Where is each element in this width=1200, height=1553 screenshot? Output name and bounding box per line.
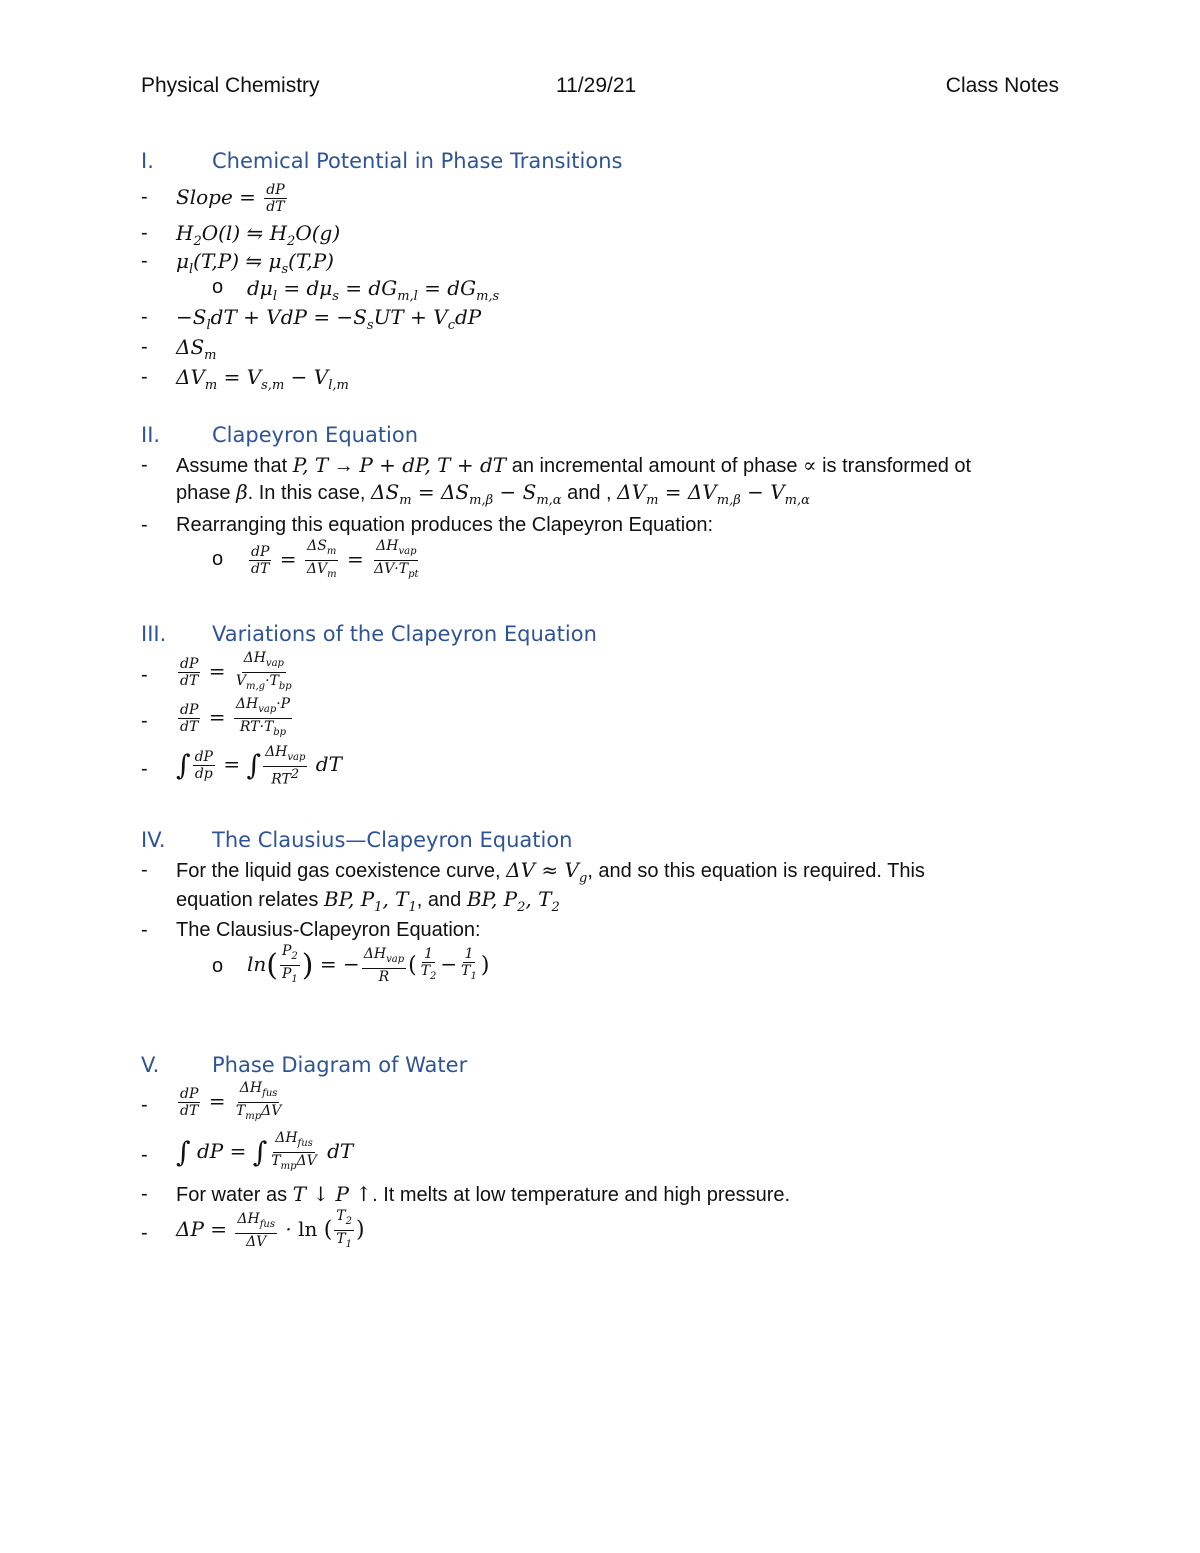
bullet-assume-continued: phase β. In this case, $\Delta S_m = \Delta S_{m,\beta} - S_{m,\alpha}$ and , $\Delta V_m = \Delta V_{m,\beta} - V_{m,\alpha}$ [176,480,810,508]
section-number: III. [141,622,167,646]
equation: ΔP = $\frac{\Delta H_{fus}}{\Delta V}$ · ln ( $\frac{T_2}{T_1}$ ) [176,1208,365,1250]
equation: $\frac{dP}{dT}$ = $\frac{\Delta H_{vap}\cdot P}{RT\cdot T_{bp}}$ [180,696,291,738]
equation: $\Delta V_m = V_{s,m} - V_{l,m}$ [176,365,349,393]
equation: ∫ dP = ∫ $\frac{\Delta H_{fus}}{T_{mp}\Delta V}$ dT [176,1130,354,1172]
equation: $H_2O(l)$ ⇋ $H_2O(g)$ [176,221,341,249]
section-number: IV. [141,828,166,852]
equation: ln( $\frac{P_2}{P_1}$ ) = − $\frac{\Delta H_{vap}}{R}$ ( $\frac{1}{T_2}$ − $\frac{1}{T_1}$ ) [247,943,490,985]
header-course: Physical Chemistry [141,74,320,97]
section-title: Variations of the Clapeyron Equation [212,622,597,646]
section-number: V. [141,1053,160,1077]
section-heading-1 [141,149,622,173]
equation: $\Delta S_m$ [176,335,217,363]
section-heading-4 [141,828,573,852]
section-number: II. [141,423,161,447]
equation: $\frac{dP}{dT}$ = $\frac{\Delta S_m}{\Delta V_m}$ = $\frac{\Delta H_{vap}}{\Delta V\cdot T_{pt}}$ [251,538,419,580]
header-title: Class Notes [945,74,1059,97]
section-title: Chemical Potential in Phase Transitions [212,149,623,173]
equation: $\frac{dP}{dT}$ = $\frac{\Delta H_{fus}}{T_{mp}\Delta V}$ [180,1080,282,1122]
header-date: 11/29/21 [556,74,637,97]
section-title: The Clausius—Clapeyron Equation [212,828,573,852]
equation: ∫ $\frac{dP}{dp}$ = ∫ $\frac{\Delta H_{vap}}{RT^2}$ dT [176,744,342,788]
section-title: Phase Diagram of Water [212,1053,468,1077]
section-heading-3 [141,622,597,646]
equation: $d\mu_l = d\mu_s = dG_{m,l} = dG_{m,s}$ [247,276,500,304]
equation: $\frac{dP}{dT}$ = $\frac{\Delta H_{vap}}{V_{m,g}\cdot T_{bp}}$ [180,650,292,692]
equation: $-S_ldT$ + VdP = $-S_sUT + V_cdP$ [176,305,482,333]
bullet-coexistence-continued: equation relates BP, $P_1$, $T_1$, and BP, $P_2$, $T_2$ [176,887,560,915]
section-heading-5 [141,1053,467,1077]
document-page: Physical Chemistry 11/29/21 Class Notes I. Chemical Potential in Phase Transitions - Slope = $\frac{dP}{dT}$ - $H_2O(l)$ ⇋ $H_2O(g)$ - $\mu_l(T,P)$ ⇋ $\mu_s(T,P)$ o $d\mu_l = d\mu_s = dG_{m,l} = dG_{m,s}$ - $-S_ldT$ + VdP = $-S_sUT + V_cdP$ - $\Delta S_m$ - $\Delta V_m = V_{s,m} - V_{l,m}$ II. Clapeyron Equation - Assume that P, T → P + dP, T + dT an incremental amount of phase ∝ is transformed ot phase β. In this case, $\Delta S_m = \Delta S_{m,\beta} - S_{m,\alpha}$ and , $\Delta V_m = \Delta V_{m,\beta} - V_{m,\alpha}$ - Rearranging this equation produces the Clapeyron Equation: o $\frac{dP}{dT}$ = $\frac{\Delta S_m}{\Delta V_m}$ = $\frac{\Delta H_{vap}}{\Delta V\cdot T_{pt}}$ III. Variations of the Clapeyron Equation - $\frac{dP}{dT}$ = $\frac{\Delta H_{vap}}{V_{m,g}\cdot T_{bp}}$ - $\frac{dP}{dT}$ = $\frac{\Delta H_{vap}\cdot P}{RT\cdot T_{bp}}$ - ∫ $\frac{dP}{dp}$ = ∫ $\frac{\Delta H_{vap}}{RT^2}$ dT IV. The Clausius—Clapeyron Equation - For the liquid gas coexistence curve, $\Delta V \approx V_g$, and so this equation is required. This equation relates BP, $P_1$, $T_1$, and BP, $P_2$, $T_2$ - The Clausius-Clapeyron Equation: o ln( $\frac{P_2}{P_1}$ ) = − $\frac{\Delta H_{vap}}{R}$ ( $\frac{1}{T_2}$ − $\frac{1}{T_1}$ ) V. Phase Diagram of Water - $\frac{dP}{dT}$ = $\frac{\Delta H_{fus}}{T_{mp}\Delta V}$ - ∫ dP = ∫ $\frac{\Delta H_{fus}}{T_{mp}\Delta V}$ dT - For water as T ↓ P ↑. It melts at low temperature and high pressure. - ΔP = $\frac{\Delta H_{fus}}{\Delta V}$ · ln ( $\frac{T_2}{T_1}$ ) [0,0,1200,1553]
equation: $\mu_l(T,P)$ ⇋ $\mu_s(T,P)$ [176,249,334,277]
section-heading-2 [141,423,418,447]
section-number: I. [141,149,154,173]
equation: Slope = $\frac{dP}{dT}$ [176,182,285,215]
section-title: Clapeyron Equation [212,423,419,447]
